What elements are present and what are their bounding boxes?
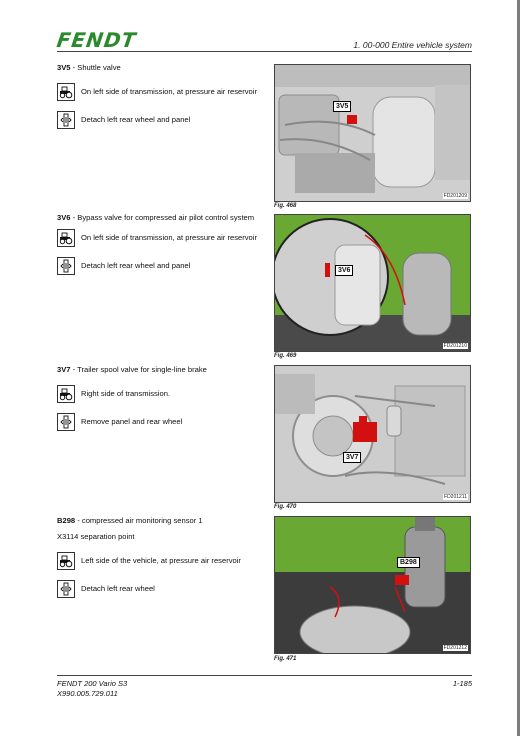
location-text: Right side of transmission. — [81, 389, 171, 398]
figure-caption: Fig. 470 — [274, 504, 297, 510]
component-code: 3V5 — [57, 63, 71, 72]
component-entry-b298 — [57, 516, 262, 602]
page-number: 1-185 — [452, 679, 472, 688]
tractor-icon — [57, 229, 75, 247]
entry-title — [57, 516, 262, 526]
location-text: On left side of transmission, at pressure air reservoir — [81, 87, 257, 96]
figure-469-photo — [274, 214, 471, 352]
component-description: - Shuttle valve — [70, 63, 121, 72]
location-text: Left side of the vehicle, at pressure air reservoir — [81, 556, 241, 565]
entry-title — [57, 63, 262, 73]
figure-caption: Fig. 471 — [274, 656, 297, 662]
figure-id: FD201211 — [444, 494, 467, 500]
location-step — [57, 229, 262, 251]
location-step — [57, 552, 262, 574]
action-step — [57, 413, 262, 435]
figure-callout: 3V7 — [343, 452, 361, 463]
component-entry-3v6 — [57, 213, 262, 279]
action-step — [57, 580, 262, 602]
figure-471-photo — [274, 516, 471, 654]
figure-id: FD201210 — [443, 343, 467, 349]
action-text: Detach left rear wheel — [81, 584, 155, 593]
figure-callout: 3V6 — [335, 265, 353, 276]
header-divider — [57, 51, 472, 52]
component-code: B298 — [57, 516, 76, 525]
tractor-icon — [57, 83, 75, 101]
wrench-icon — [57, 111, 75, 129]
action-text: Detach left rear wheel and panel — [81, 115, 191, 124]
component-entry-3v7 — [57, 365, 262, 435]
component-code: 3V7 — [57, 365, 71, 374]
entry-title — [57, 213, 262, 223]
component-entry-3v5 — [57, 63, 262, 133]
figure-id: FD201209 — [443, 193, 467, 199]
action-text: Detach left rear wheel and panel — [81, 261, 191, 270]
figure-callout: 3V5 — [333, 101, 351, 112]
action-step — [57, 257, 262, 279]
wrench-icon — [57, 257, 75, 275]
component-description: - Trailer spool valve for single-line brake — [70, 365, 207, 374]
figure-caption: Fig. 468 — [274, 203, 297, 209]
action-text: Remove panel and rear wheel — [81, 417, 183, 426]
location-step — [57, 385, 262, 407]
section-title: 1. 00-000 Entire vehicle system — [353, 40, 472, 50]
figure-470-photo — [274, 365, 471, 503]
tractor-icon — [57, 552, 75, 570]
entry-title — [57, 365, 262, 375]
footer-doc-number: X990.005.729.011 — [57, 689, 118, 698]
wrench-icon — [57, 413, 75, 431]
action-step — [57, 111, 262, 133]
wrench-icon — [57, 580, 75, 598]
footer-model: FENDT 200 Vario S3 — [57, 679, 128, 688]
location-step — [57, 83, 262, 105]
component-code: 3V6 — [57, 213, 71, 222]
figure-468-photo — [274, 64, 471, 202]
entry-subtitle: X3114 separation point — [57, 532, 135, 541]
tractor-icon — [57, 385, 75, 403]
footer-divider — [57, 675, 472, 676]
location-text: On left side of transmission, at pressure air reservoir — [81, 233, 257, 242]
component-description: - compressed air monitoring sensor 1 — [75, 516, 203, 525]
fendt-logo: FENDT — [55, 28, 138, 52]
figure-callout: B298 — [397, 557, 420, 568]
component-description: - Bypass valve for compressed air pilot control system — [70, 213, 255, 222]
figure-caption: Fig. 469 — [274, 353, 297, 359]
figure-id: FD201212 — [443, 645, 467, 651]
